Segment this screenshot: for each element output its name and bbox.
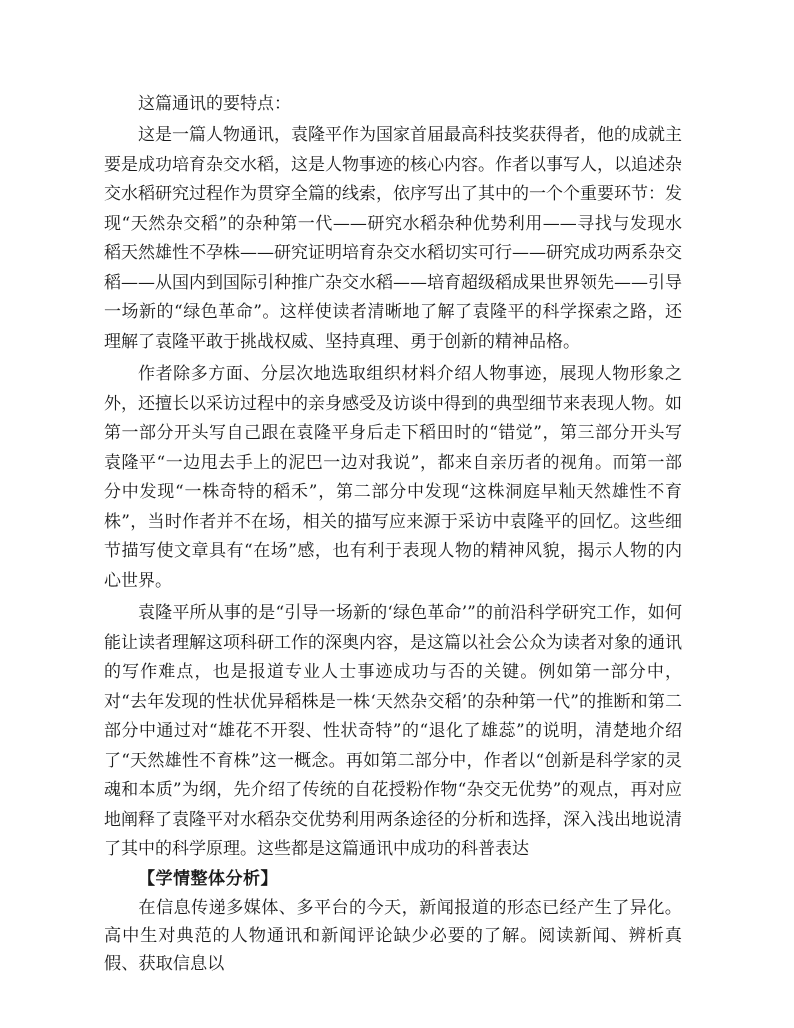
paragraph-science-expression: 袁隆平所从事的是“引导一场新的‘绿色革命’”的前沿科学研究工作，如何能让读者理解这项科研工作的深奥内容，是这篇以社会公众为读者对象的通讯的写作难点，也是报道专业人士事迹成功与否的关键。例如第一部分中，对“去年发现的性状优异稻株是一株‘天然杂交稻’的杂种第一代”的推断和第二部分中通过对“雄花不开裂、性状奇特”的“退化了雄蕊”的说明，清楚地介绍了“天然雄性不育株”这一概念。再如第二部分中，作者以“创新是科学家的灵魂和本质”为纲，先介绍了传统的自花授粉作物“杂交无优势”的观点，再对应地阐释了袁隆平对水稻杂交优势利用两条途径的分析和选择，深入浅出地说清了其中的科学原理。这些都是这篇通讯中成功的科普表达 xyxy=(104,603,682,859)
paragraph-main-features: 这是一篇人物通讯，袁隆平作为国家首届最高科技奖获得者，他的成就主要是成功培育杂交水稻，这是人物事迹的核心内容。作者以事写人，以追述杂交水稻研究过程作为贯穿全篇的线索，依序写出了其中的一个个重要环节：发现“天然杂交稻”的杂种第一代——研究水稻杂种优势利用——寻找与发现水稻天然雄性不孕株——研究证明培育杂交水稻切实可行——研究成功两系杂交稻——从国内到国际引种推广杂交水稻——培育超级稻成果世界领先——引导一场新的“绿色革命”。这样使读者清晰地了解了袁隆平的科学探索之路，还理解了袁隆平敢于挑战权威、坚持真理、勇于创新的精神品格。 xyxy=(104,125,682,352)
paragraph-interview-details: 作者除多方面、分层次地选取组织材料介绍人物事迹，展现人物形象之外，还擅长以采访过程中的亲身感受及访谈中得到的典型细节来表现人物。如第一部分开头写自己跟在袁隆平身后走下稻田时的“错觉”，第三部分开头写袁隆平“一边甩去手上的泥巴一边对我说”，都来自亲历者的视角。而第一部分中发现“一株奇特的稻禾”，第二部分中发现“这株洞庭早籼天然雄性不育株”，当时作者并不在场，相关的描写应来源于采访中袁隆平的回忆。这些细节描写使文章具有“在场”感，也有利于表现人物的精神风貌，揭示人物的内心世界。 xyxy=(104,364,682,591)
intro-line: 这篇通讯的要特点： xyxy=(138,94,291,114)
section-heading-student-analysis: 【学情整体分析】 xyxy=(138,868,278,889)
document-page xyxy=(104,90,682,978)
paragraph-student-analysis: 在信息传递多媒体、多平台的今天，新闻报道的形态已经产生了异化。高中生对典范的人物通讯和新闻评论缺少必要的了解。阅读新闻、辨析真假、获取信息以 xyxy=(104,897,682,974)
